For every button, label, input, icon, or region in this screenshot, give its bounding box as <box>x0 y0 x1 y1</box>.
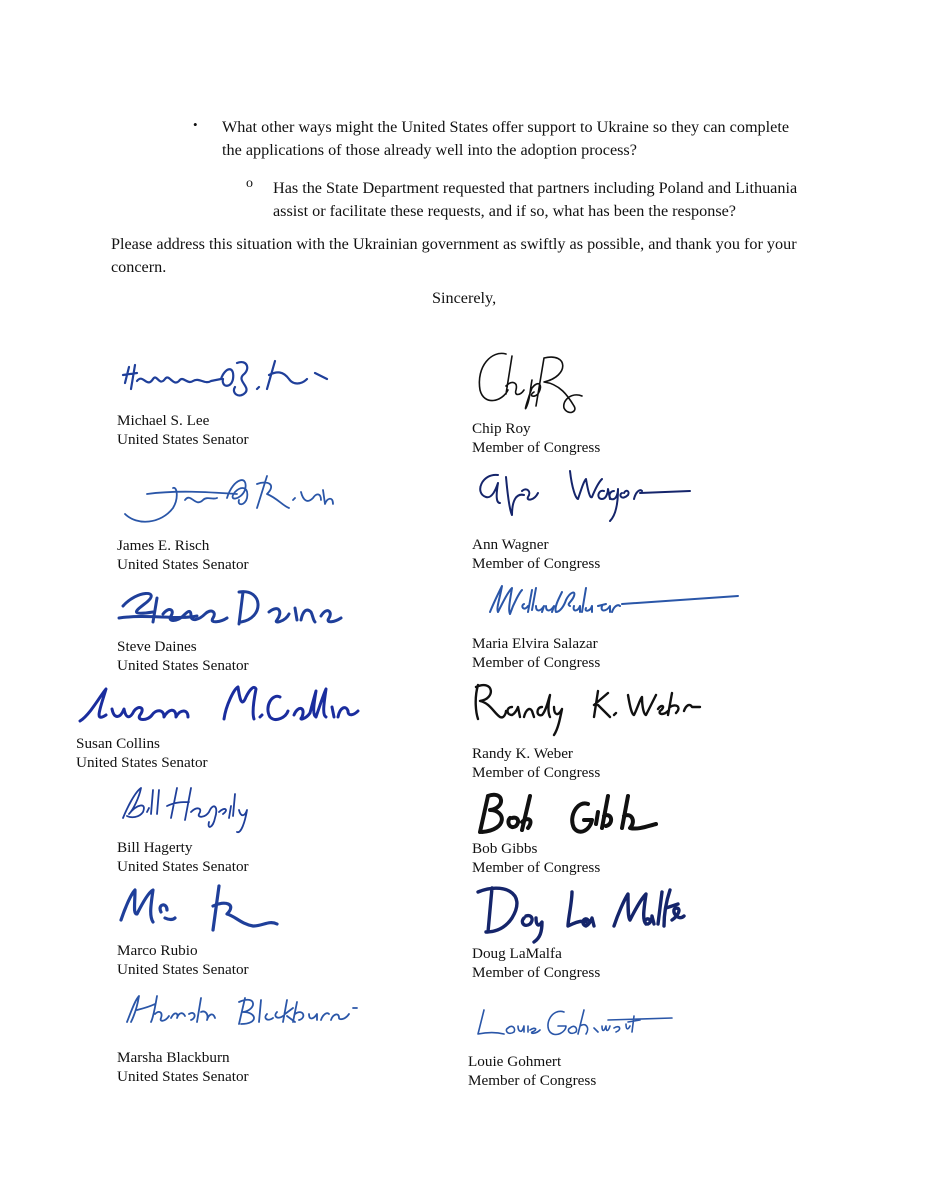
signatory-title: United States Senator <box>117 858 249 875</box>
signature-block-ann-wagner <box>472 463 772 573</box>
closing-paragraph-line-1: Please address this situation with the Ukrainian government as swiftly as possible, and thank you for your <box>111 235 797 253</box>
signatory-name: Doug LaMalfa <box>472 945 562 962</box>
signatory-name: Ann Wagner <box>472 536 549 553</box>
signature-michael-lee <box>117 345 347 405</box>
signatory-title: United States Senator <box>117 431 249 448</box>
signature-block-steve-daines <box>117 578 417 678</box>
signature-block-chip-roy <box>472 346 772 466</box>
signatory-title: United States Senator <box>117 657 249 674</box>
signatory-title: Member of Congress <box>472 964 601 981</box>
signature-louie-gohmert <box>468 998 688 1046</box>
question-line-1: What other ways might the United States offer support to Ukraine so they can complete <box>222 118 790 136</box>
signatory-name: Susan Collins <box>76 735 160 752</box>
signature-block-doug-lamalfa <box>472 878 772 988</box>
signature-block-maria-salazar <box>472 582 772 682</box>
signatory-name: Michael S. Lee <box>117 412 210 429</box>
bullet-marker: • <box>193 117 198 132</box>
signatory-title: United States Senator <box>117 1068 249 1085</box>
signature-block-bill-hagerty <box>117 778 417 878</box>
signature-block-marco-rubio <box>117 880 417 980</box>
sub-question-line-1: Has the State Department requested that partners including Poland and Lithuania <box>273 179 798 197</box>
signature-block-randy-weber <box>472 677 772 787</box>
signatory-name: Bill Hagerty <box>117 839 193 856</box>
signature-marco-rubio <box>117 880 297 944</box>
signature-block-louie-gohmert <box>468 998 768 1098</box>
signature-block-james-risch <box>117 464 417 574</box>
signatory-name: Marco Rubio <box>117 942 198 959</box>
signatory-name: Bob Gibbs <box>472 840 538 857</box>
question-line-2: the applications of those already well into the adoption process? <box>222 141 637 159</box>
signature-block-bob-gibbs <box>472 786 772 886</box>
signature-james-risch <box>117 464 337 539</box>
signature-maria-salazar <box>472 582 752 632</box>
sub-bullet-marker: o <box>246 176 253 191</box>
signatory-title: United States Senator <box>76 754 208 771</box>
signatory-title: Member of Congress <box>472 555 601 572</box>
signature-bob-gibbs <box>472 786 692 846</box>
signature-marsha-blackburn <box>117 986 367 1036</box>
signature-steve-daines <box>117 578 347 638</box>
signatory-title: Member of Congress <box>472 654 601 671</box>
signatory-name: Maria Elvira Salazar <box>472 635 598 652</box>
signatory-title: Member of Congress <box>472 764 601 781</box>
signature-chip-roy <box>472 346 612 421</box>
signature-ann-wagner <box>472 463 702 533</box>
signatory-name: Louie Gohmert <box>468 1053 562 1070</box>
signatory-title: Member of Congress <box>472 859 601 876</box>
signatory-name: Randy K. Weber <box>472 745 573 762</box>
signatory-name: Chip Roy <box>472 420 531 437</box>
signatory-title: United States Senator <box>117 961 249 978</box>
signature-doug-lamalfa <box>472 878 702 946</box>
signatory-title: Member of Congress <box>472 439 601 456</box>
signatory-title: Member of Congress <box>468 1072 597 1089</box>
signature-block-susan-collins <box>76 675 376 775</box>
signature-susan-collins <box>76 675 366 735</box>
sub-question-line-2: assist or facilitate these requests, and if so, what has been the response? <box>273 202 736 220</box>
signatory-name: Steve Daines <box>117 638 197 655</box>
signature-randy-weber <box>472 677 712 737</box>
signature-bill-hagerty <box>117 778 317 838</box>
signatory-name: Marsha Blackburn <box>117 1049 230 1066</box>
signatory-title: United States Senator <box>117 556 249 573</box>
signature-block-michael-lee <box>117 345 417 448</box>
closing-paragraph-line-2: concern. <box>111 258 167 276</box>
signature-block-marsha-blackburn <box>117 986 417 1086</box>
signatory-name: James E. Risch <box>117 537 210 554</box>
valediction: Sincerely, <box>432 289 497 307</box>
